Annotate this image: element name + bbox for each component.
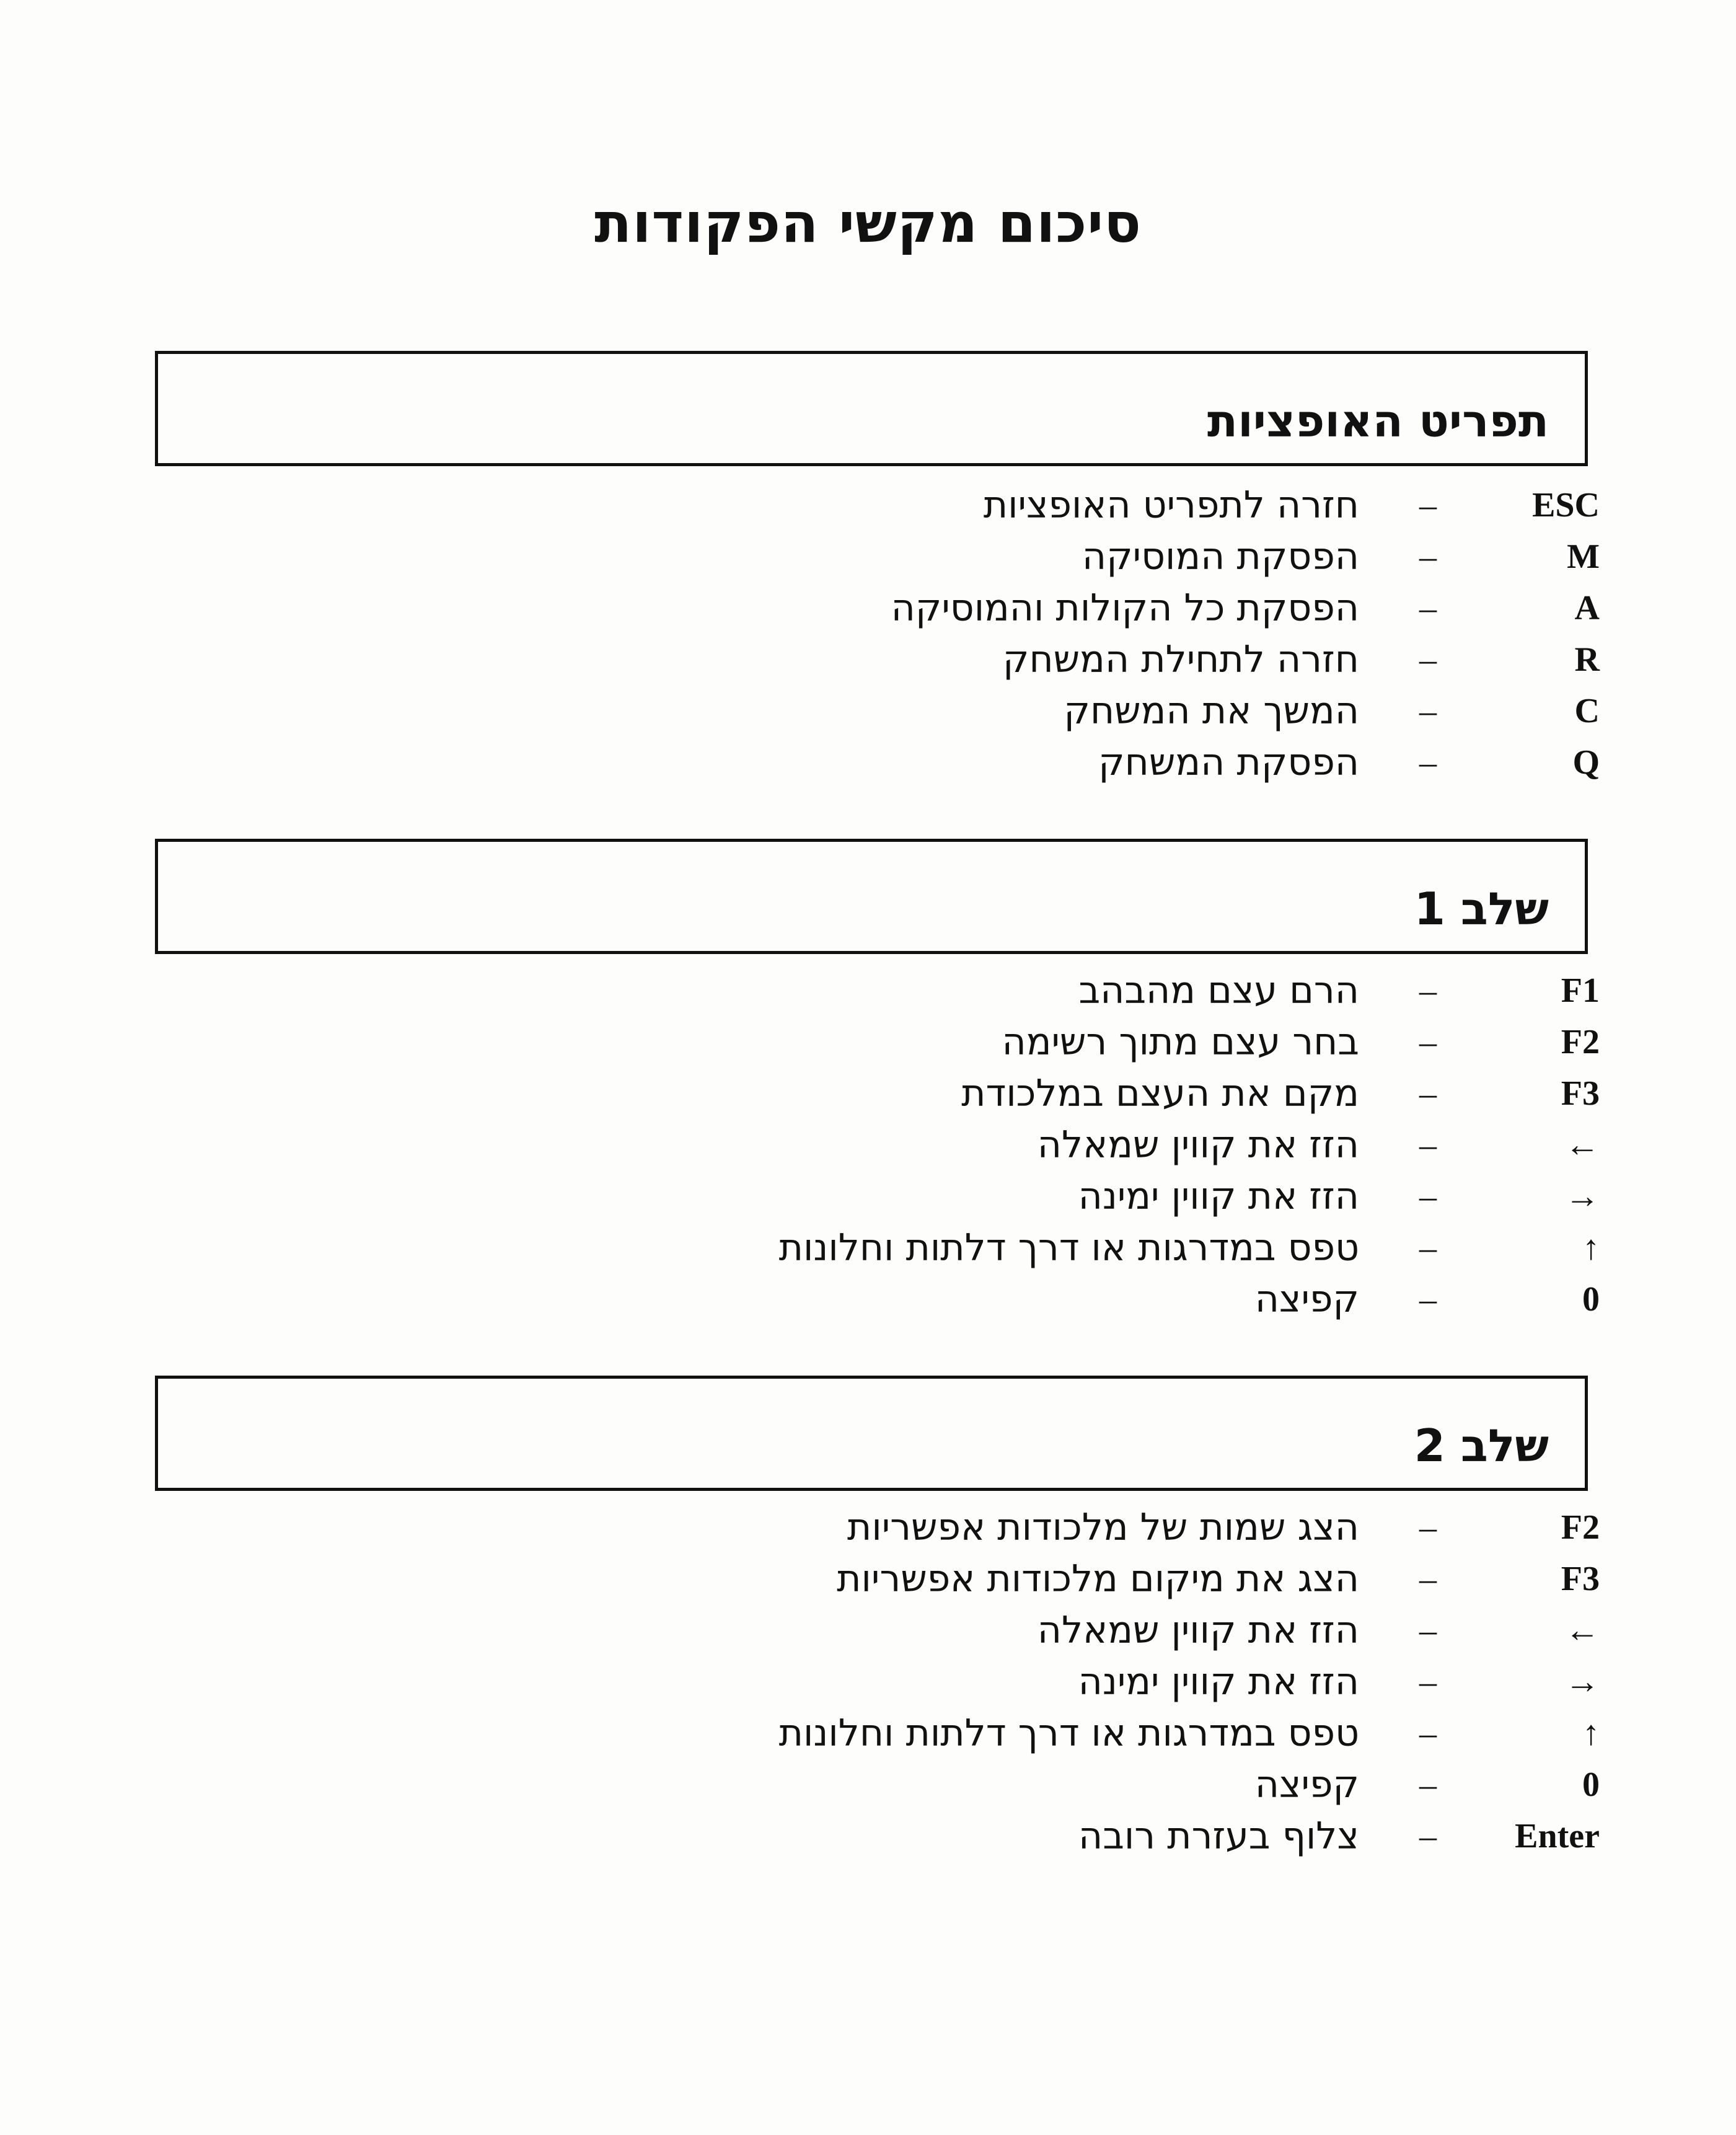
key-description: צלוף בעזרת רובה (1078, 1815, 1359, 1858)
up-arrow-key: ↑ (1582, 1714, 1600, 1753)
key-description: קפיצה (1254, 1278, 1359, 1321)
section-header-level-2 (155, 1376, 1588, 1491)
list-item (0, 532, 1736, 581)
list-item (0, 1017, 1736, 1067)
list-item (0, 635, 1736, 684)
key-description: הזז את קווין ימינה (1078, 1660, 1359, 1704)
page-title: סיכום מקשי הפקודות (594, 191, 1142, 255)
separator-dash: – (1419, 537, 1437, 576)
separator-dash: – (1419, 971, 1437, 1010)
list-item (0, 1554, 1736, 1604)
left-arrow-key: ← (1565, 1126, 1600, 1164)
key-description: הזז את קווין שמאלה (1037, 1123, 1359, 1167)
key-description: הזז את קווין שמאלה (1037, 1609, 1359, 1652)
list-item (0, 1657, 1736, 1707)
separator-dash: – (1419, 589, 1437, 627)
key-description: הצג את מיקום מלכודות אפשריות (837, 1557, 1359, 1601)
key-label: M (1567, 537, 1600, 576)
up-arrow-key: ↑ (1582, 1229, 1600, 1267)
left-arrow-key: ← (1565, 1611, 1600, 1650)
key-description: הרם עצם מהבהב (1078, 969, 1359, 1012)
key-description: קפיצה (1254, 1763, 1359, 1806)
separator-dash: – (1419, 692, 1437, 730)
separator-dash: – (1419, 1560, 1437, 1598)
list-item (0, 1120, 1736, 1170)
key-label: R (1574, 640, 1600, 679)
right-arrow-key: → (1565, 1663, 1600, 1701)
list-item (0, 1172, 1736, 1221)
list-item (0, 686, 1736, 736)
list-item (0, 1503, 1736, 1552)
enter-key: Enter (1515, 1817, 1600, 1855)
list-item (0, 1069, 1736, 1118)
key-label: 0 (1582, 1766, 1600, 1804)
separator-dash: – (1419, 1126, 1437, 1164)
separator-dash: – (1419, 486, 1437, 524)
key-label: ESC (1532, 486, 1600, 524)
list-item (0, 1708, 1736, 1758)
separator-dash: – (1419, 1280, 1437, 1319)
separator-dash: – (1419, 1023, 1437, 1061)
key-description: טפס במדרגות או דרך דלתות וחלונות (778, 1226, 1359, 1270)
separator-dash: – (1419, 640, 1437, 679)
separator-dash: – (1419, 1508, 1437, 1547)
separator-dash: – (1419, 1229, 1437, 1267)
key-description: חזרה לתפריט האופציות (983, 484, 1359, 527)
section-header-options-menu (155, 351, 1588, 466)
right-arrow-key: → (1565, 1177, 1600, 1216)
separator-dash: – (1419, 1177, 1437, 1216)
list-item (0, 1606, 1736, 1655)
list-item (0, 1811, 1736, 1861)
separator-dash: – (1419, 1074, 1437, 1113)
key-description: הצג שמות של מלכודות אפשריות (847, 1506, 1359, 1549)
separator-dash: – (1419, 1817, 1437, 1855)
section-header-level-1 (155, 839, 1588, 954)
key-description: הפסקת כל הקולות והמוסיקה (891, 586, 1359, 630)
section-title: תפריט האופציות (1207, 395, 1549, 447)
list-item (0, 480, 1736, 530)
section-title: שלב 1 (1414, 883, 1549, 935)
separator-dash: – (1419, 1714, 1437, 1753)
list-item (0, 738, 1736, 787)
separator-dash: – (1419, 1663, 1437, 1701)
list-item (0, 1223, 1736, 1273)
key-label: F2 (1561, 1508, 1600, 1547)
key-label: Q (1572, 743, 1600, 782)
list-item (0, 1760, 1736, 1810)
key-description: הפסקת המוסיקה (1082, 535, 1359, 578)
key-description: מקם את העצם במלכודת (961, 1072, 1359, 1115)
key-description: הפסקת המשחק (1098, 741, 1359, 784)
key-label: F3 (1561, 1074, 1600, 1113)
separator-dash: – (1419, 1611, 1437, 1650)
key-description: בחר עצם מתוך רשימה (1002, 1020, 1359, 1064)
separator-dash: – (1419, 743, 1437, 782)
key-description: המשך את המשחק (1064, 689, 1359, 733)
key-label: F2 (1561, 1023, 1600, 1061)
key-description: הזז את קווין ימינה (1078, 1175, 1359, 1218)
separator-dash: – (1419, 1766, 1437, 1804)
key-description: חזרה לתחילת המשחק (1002, 638, 1359, 681)
list-item (0, 1275, 1736, 1324)
key-label: C (1574, 692, 1600, 730)
key-label: 0 (1582, 1280, 1600, 1319)
key-label: F3 (1561, 1560, 1600, 1598)
key-label: A (1574, 589, 1600, 627)
key-label: F1 (1561, 971, 1600, 1010)
list-item (0, 966, 1736, 1015)
section-title: שלב 2 (1414, 1420, 1549, 1472)
key-description: טפס במדרגות או דרך דלתות וחלונות (778, 1712, 1359, 1755)
list-item (0, 583, 1736, 633)
